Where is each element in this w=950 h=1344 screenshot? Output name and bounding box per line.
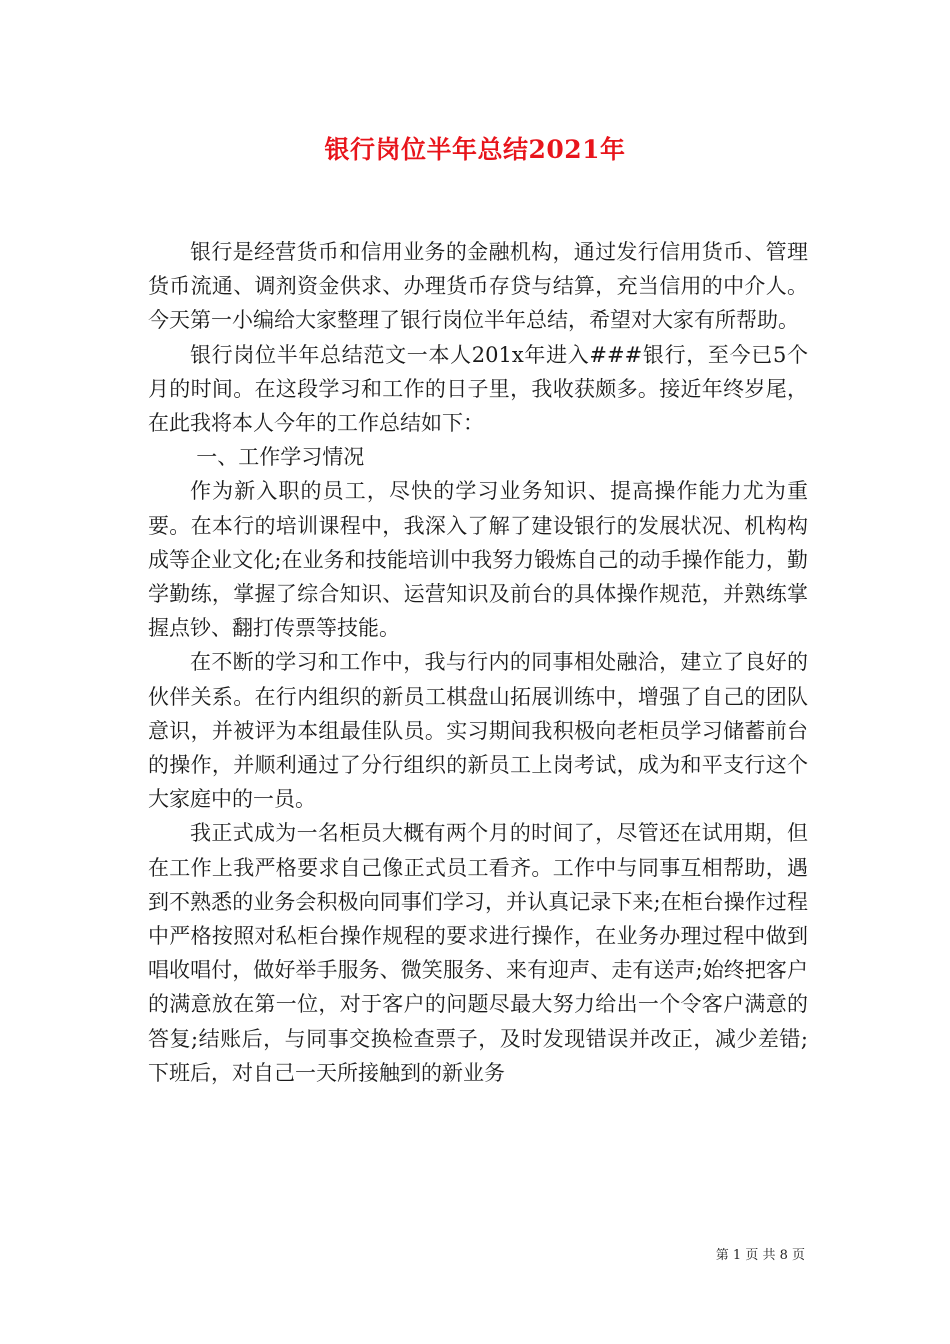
page-number: 第 1 页 共 8 页 bbox=[715, 1248, 805, 1263]
paragraph-summary-opening: 银行岗位半年总结范文一本人201x年进入###银行，至今已5个月的时间。在这段学习和工作的日子里，我收获颇多。接近年终岁尾，在此我将本人今年的工作总结如下： bbox=[148, 342, 808, 436]
document-body bbox=[148, 235, 808, 1090]
paragraph-colleagues: 在不断的学习和工作中，我与行内的同事相处融洽，建立了良好的伙伴关系。在行内组织的新员工棋盘山拓展训练中，增强了自己的团队意识，并被评为本组最佳队员。实习期间我积极向老柜员学习储蓄前台的操作，并顺利通过了分行组织的新员工上岗考试，成为和平支行这个大家庭中的一员。 bbox=[148, 650, 808, 812]
document-title: 银行岗位半年总结2021年 bbox=[324, 135, 626, 164]
paragraph-teller-work: 我正式成为一名柜员大概有两个月的时间了，尽管还在试用期，但在工作上我严格要求自己像正式员工看齐。工作中与同事互相帮助，遇到不熟悉的业务会积极向同事们学习，并认真记录下来;在柜台操作过程中严格按照对私柜台操作规程的要求进行操作，在业务办理过程中做到唱收唱付，做好举手服务、微笑服务、来有迎声、走有送声;始终把客户的满意放在第一位，对于客户的问题尽最大努力给出一个令客户满意的答复;结账后，与同事交换检查票子，及时发现错误并改正，减少差错;下班后，对自己一天所接触到的新业务 bbox=[148, 821, 808, 1085]
paragraph-intro: 银行是经营货币和信用业务的金融机构，通过发行信用货币、管理货币流通、调剂资金供求、办理货币存贷与结算，充当信用的中介人。今天第一小编给大家整理了银行岗位半年总结，希望对大家有所帮助。 bbox=[148, 240, 808, 333]
paragraph-training: 作为新入职的员工，尽快的学习业务知识、提高操作能力尤为重要。在本行的培训课程中，我深入了解了建设银行的发展状况、机构构成等企业文化;在业务和技能培训中我努力锻炼自己的动手操作能力，勤学勤练，掌握了综合知识、运营知识及前台的具体操作规范，并熟练掌握点钞、翻打传票等技能。 bbox=[148, 479, 808, 641]
section-heading-work-study: 一、工作学习情况 bbox=[196, 445, 365, 470]
